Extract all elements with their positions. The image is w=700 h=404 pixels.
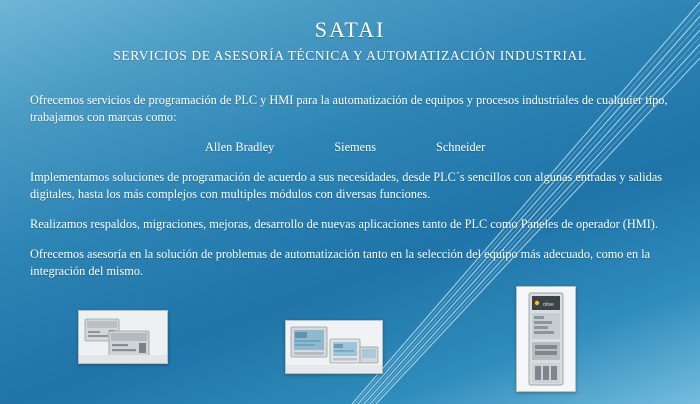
slide-header [0,18,700,64]
page-title: SATAI [314,17,386,42]
plc-modules-photo [78,310,168,364]
paragraph-consulting: Ofrecemos asesoría en la solución de problemas de automatización tanto en la selección del equipo más adecuado, como en la integración del mismo. [30,246,651,278]
hmi-panels-photo [285,320,383,374]
brand-list [30,139,675,156]
paragraph-backups: Realizamos respaldos, migraciones, mejoras, desarrollo de nuevas aplicaciones tanto de PLC como Paneles de operador (HMI). [30,216,658,231]
paragraph-solutions: Implementamos soluciones de programación de acuerdo a sus necesidades, desde PLC´s sencillos con algunas entradas y salidas digitales, hasta los más complejos con multiples módulos con diversas funciones. [30,169,663,201]
brand-schneider: Schneider [436,139,486,154]
svg-text:drive: drive [543,302,554,308]
brand-allen-bradley: Allen Bradley [205,139,275,154]
page-subtitle: SERVICIOS DE ASESORÍA TÉCNICA Y AUTOMATIZACIÓN INDUSTRIAL [113,48,587,64]
servo-drive-photo [516,286,576,392]
slide-body [30,92,675,293]
brand-siemens: Siemens [334,139,376,154]
paragraph-services: Ofrecemos servicios de programación de PLC y HMI para la automatización de equipos y procesos industriales de cualquier tipo, trabajamos con marcas como: [30,93,668,124]
